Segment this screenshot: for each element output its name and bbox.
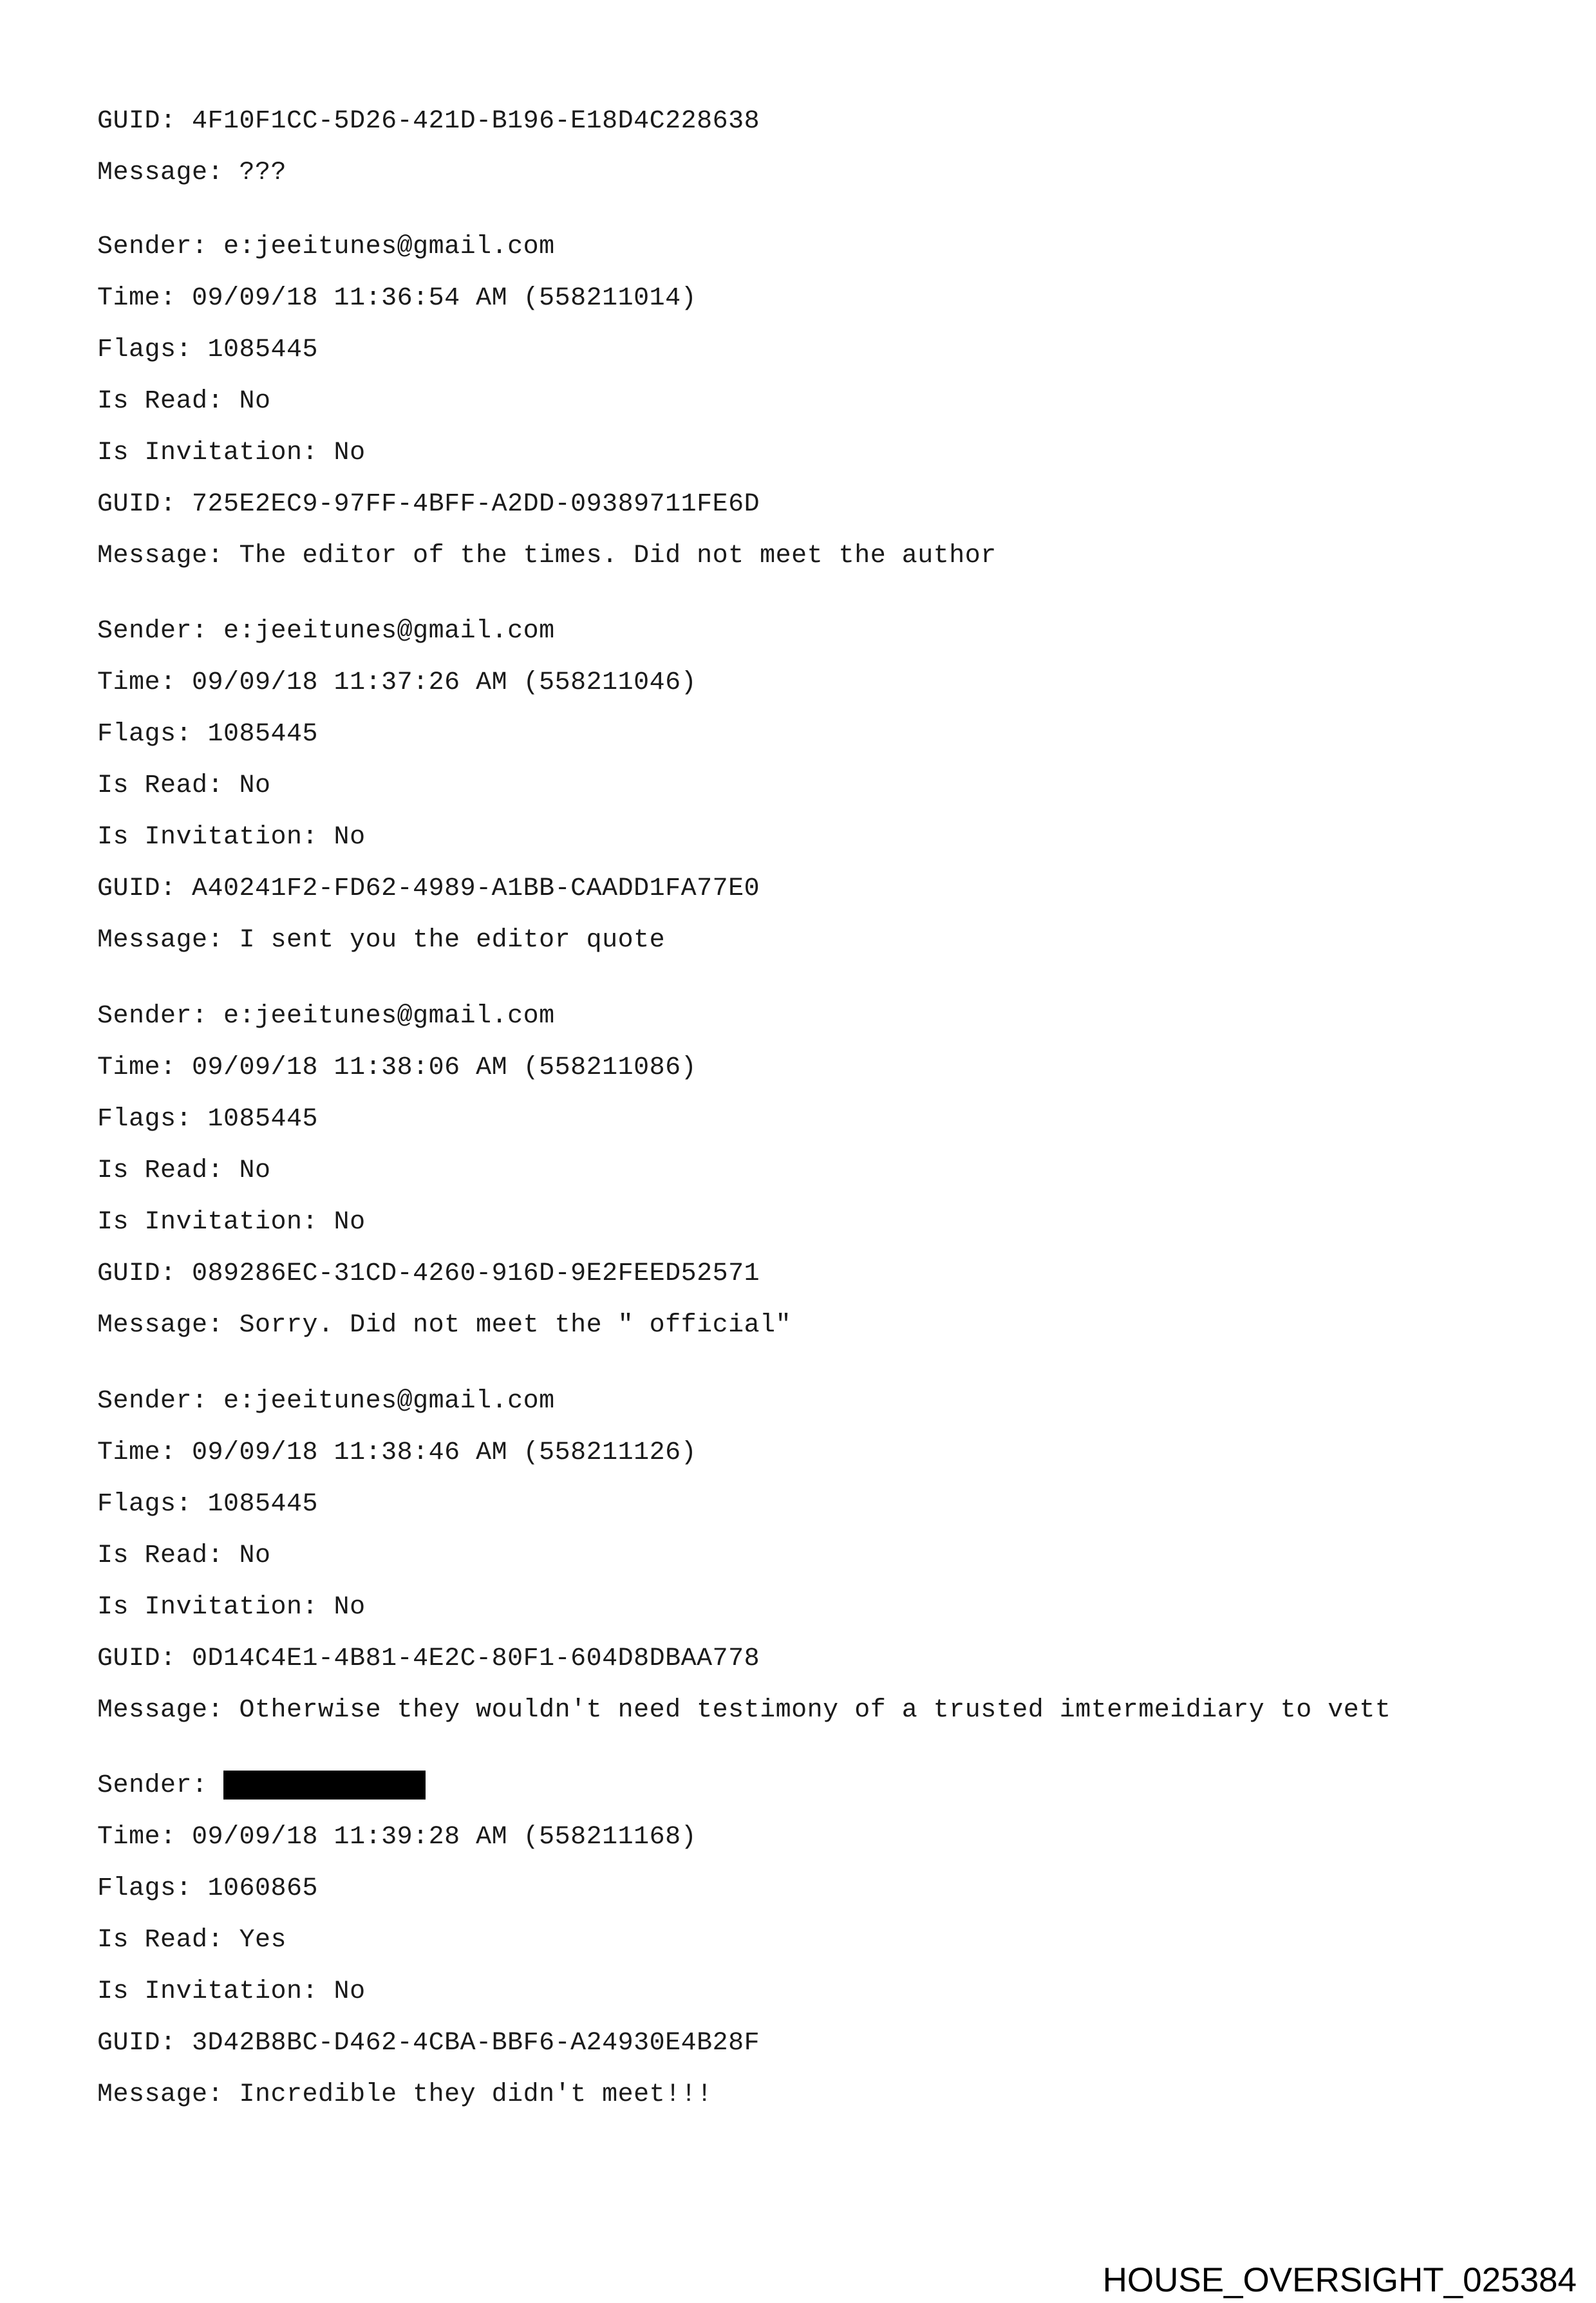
- record-3-is-read: Is Read: No: [97, 1156, 271, 1185]
- document-id-stamp: HOUSE_OVERSIGHT_025384: [1102, 2261, 1577, 2299]
- record-4-is-invitation: Is Invitation: No: [97, 1593, 366, 1622]
- record-2-flags: Flags: 1085445: [97, 720, 319, 749]
- record-3-sender: Sender: e:jeeitunes@gmail.com: [97, 1002, 555, 1031]
- record-5-is-invitation: Is Invitation: No: [97, 1977, 366, 2006]
- record-1-flags: Flags: 1085445: [97, 335, 319, 364]
- record-2-message: Message: I sent you the editor quote: [97, 926, 666, 955]
- record-2-guid: GUID: A40241F2-FD62-4989-A1BB-CAADD1FA77E0: [97, 874, 760, 903]
- record-4-time: Time: 09/09/18 11:38:46 AM (558211126): [97, 1438, 697, 1467]
- record-2-is-read: Is Read: No: [97, 771, 271, 800]
- record-1-sender: Sender: e:jeeitunes@gmail.com: [97, 232, 555, 261]
- record-2-is-invitation: Is Invitation: No: [97, 823, 366, 852]
- record-5-sender-label: Sender:: [97, 1771, 224, 1800]
- record-4-is-read: Is Read: No: [97, 1541, 271, 1570]
- record-3-time: Time: 09/09/18 11:38:06 AM (558211086): [97, 1053, 697, 1082]
- record-5-guid: GUID: 3D42B8BC-D462-4CBA-BBF6-A24930E4B28F: [97, 2029, 760, 2058]
- redaction-bar: [223, 1771, 426, 1800]
- record-1-guid: GUID: 725E2EC9-97FF-4BFF-A2DD-09389711FE6D: [97, 490, 760, 519]
- record-4-message: Message: Otherwise they wouldn't need testimony of a trusted imtermeidiary to vett: [97, 1696, 1391, 1725]
- record-4-flags: Flags: 1085445: [97, 1490, 319, 1519]
- lead-record-guid: GUID: 4F10F1CC-5D26-421D-B196-E18D4C228638: [97, 107, 760, 136]
- record-5-flags: Flags: 1060865: [97, 1874, 319, 1903]
- record-2-time: Time: 09/09/18 11:37:26 AM (558211046): [97, 668, 697, 697]
- record-4-guid: GUID: 0D14C4E1-4B81-4E2C-80F1-604D8DBAA778: [97, 1644, 760, 1673]
- record-2-sender: Sender: e:jeeitunes@gmail.com: [97, 617, 555, 646]
- lead-record-message: Message: ???: [97, 158, 287, 187]
- record-1-message: Message: The editor of the times. Did not meet the author: [97, 541, 997, 570]
- record-4-sender: Sender: e:jeeitunes@gmail.com: [97, 1387, 555, 1416]
- record-3-flags: Flags: 1085445: [97, 1105, 319, 1134]
- record-5-is-read: Is Read: Yes: [97, 1926, 287, 1955]
- record-5-sender: [97, 1771, 426, 1801]
- record-5-time: Time: 09/09/18 11:39:28 AM (558211168): [97, 1823, 697, 1852]
- record-3-guid: GUID: 089286EC-31CD-4260-916D-9E2FEED52571: [97, 1259, 760, 1288]
- record-1-is-read: Is Read: No: [97, 387, 271, 416]
- record-1-time: Time: 09/09/18 11:36:54 AM (558211014): [97, 284, 697, 313]
- record-1-is-invitation: Is Invitation: No: [97, 438, 366, 467]
- record-3-message: Message: Sorry. Did not meet the " official": [97, 1311, 792, 1340]
- record-3-is-invitation: Is Invitation: No: [97, 1208, 366, 1237]
- record-5-message: Message: Incredible they didn't meet!!!: [97, 2080, 713, 2109]
